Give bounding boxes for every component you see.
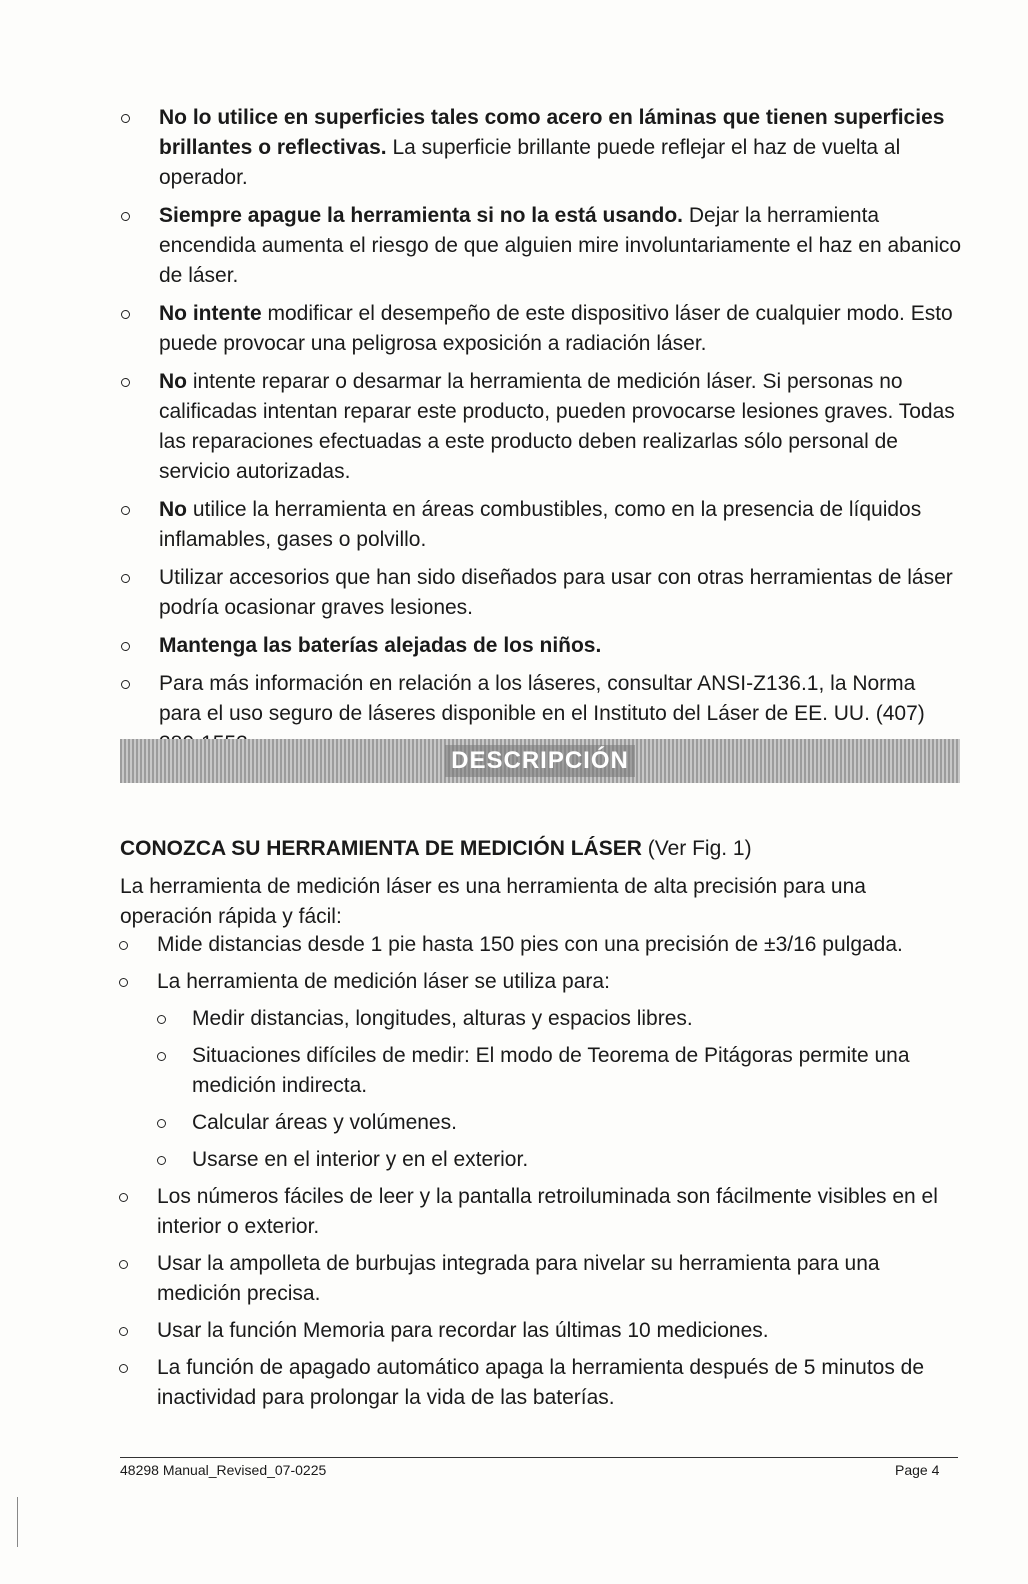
feature-item: La herramienta de medición láser se utiliza para: xyxy=(120,967,960,997)
warning-item: Utilizar accesorios que han sido diseñados para usar con otras herramientas de láser podría ocasionar graves lesiones. xyxy=(122,563,962,623)
feature-item: Usar la ampolleta de burbujas integrada para nivelar su herramienta para una medición precisa. xyxy=(120,1249,960,1309)
section-subheading: CONOZCA SU HERRAMIENTA DE MEDICIÓN LÁSER (Ver Fig. 1) xyxy=(120,837,752,860)
section-banner xyxy=(120,739,960,783)
warning-item: Para más información en relación a los láseres, consultar ANSI-Z136.1, la Norma para el uso seguro de láseres disponible en el Instituto del Láser de EE. UU. (407) xyxy=(122,669,962,759)
warning-item: No utilice la herramienta en áreas combustibles, como en la presencia de líquidos inflamables, gases o polvillo. xyxy=(122,495,962,555)
feature-subitem: Calcular áreas y volúmenes. xyxy=(156,1108,960,1138)
warning-item: Siempre apague la herramienta si no la está usando. Dejar la herramienta encendida aumenta el riesgo de que alguien mire involuntariamente el haz en abanico de láser. xyxy=(122,201,962,291)
feature-item: Usar la función Memoria para recordar las últimas 10 mediciones. xyxy=(120,1316,960,1346)
section-banner-title: DESCRIPCIÓN xyxy=(445,745,635,777)
section-intro: La herramienta de medición láser es una herramienta de alta precisión para una operación rápida y fácil: xyxy=(120,875,866,928)
feature-list xyxy=(120,930,960,1420)
feature-item: Mide distancias desde 1 pie hasta 150 pies con una precisión de ±3/16 pulgada. xyxy=(120,930,960,960)
feature-subitem: Situaciones difíciles de medir: El modo de Teorema de Pitágoras permite una medición indirecta. xyxy=(156,1041,960,1101)
feature-item: La función de apagado automático apaga la herramienta después de 5 minutos de inactividad para prolongar la vida de las baterías. xyxy=(120,1353,960,1413)
footer-page-number: Page 4 xyxy=(895,1462,940,1478)
feature-subitem: Usarse en el interior y en el exterior. xyxy=(156,1145,960,1175)
warning-item: Mantenga las baterías alejadas de los niños. xyxy=(122,631,962,661)
warning-item: No lo utilice en superficies tales como acero en láminas que tienen superficies brillantes o reflectivas. La superficie brillante puede reflejar el haz de vuelta al operador. xyxy=(122,103,962,193)
warning-item: No intente reparar o desarmar la herramienta de medición láser. Si personas no calificadas intentan reparar este producto, pueden provocarse lesiones graves. Todas las reparaciones efectuadas a este producto deben realizarlas sólo personal de servicio autorizadas. xyxy=(122,367,962,487)
scan-edge-mark xyxy=(17,1497,18,1547)
warning-item: No intente modificar el desempeño de este dispositivo láser de cualquier modo. Esto puede provocar una peligrosa exposición a radiación láser. xyxy=(122,299,962,359)
feature-subitem: Medir distancias, longitudes, alturas y espacios libres. xyxy=(156,1004,960,1034)
feature-item: Los números fáciles de leer y la pantalla retroiluminada son fácilmente visibles en el interior o exterior. xyxy=(120,1182,960,1242)
warning-list xyxy=(122,103,962,767)
footer-divider xyxy=(120,1457,958,1458)
footer-doc-id: 48298 Manual_Revised_07-0225 xyxy=(120,1462,327,1478)
